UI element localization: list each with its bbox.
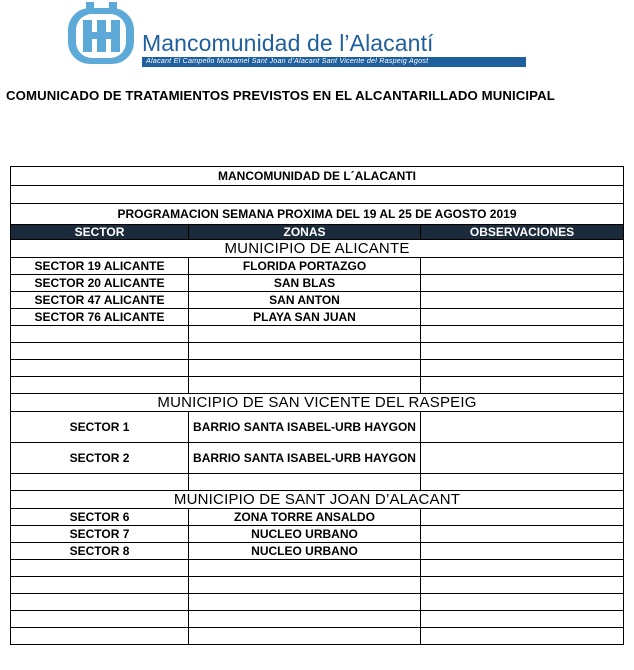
zona-cell: BARRIO SANTA ISABEL-URB HAYGON <box>189 412 421 443</box>
empty-row <box>11 611 624 628</box>
empty-row <box>11 628 624 645</box>
observaciones-cell <box>421 509 624 526</box>
header-row <box>11 225 624 240</box>
zona-cell: SAN ANTON <box>189 292 421 309</box>
empty-cell <box>421 577 624 594</box>
empty-cell <box>421 360 624 377</box>
zona-cell: FLORIDA PORTAZGO <box>189 258 421 275</box>
zona-cell: ZONA TORRE ANSALDO <box>189 509 421 526</box>
empty-cell <box>11 474 189 491</box>
observaciones-cell <box>421 443 624 474</box>
empty-cell <box>11 326 189 343</box>
empty-cell <box>11 577 189 594</box>
empty-row <box>11 360 624 377</box>
blank-row <box>11 186 624 204</box>
empty-cell <box>11 628 189 645</box>
empty-row <box>11 560 624 577</box>
observaciones-cell <box>421 258 624 275</box>
sector-cell: SECTOR 20 ALICANTE <box>11 275 189 292</box>
table-row <box>11 509 624 526</box>
treatment-schedule-table <box>10 166 624 645</box>
empty-cell <box>11 377 189 394</box>
empty-cell <box>421 326 624 343</box>
observaciones-cell <box>421 526 624 543</box>
table-row <box>11 309 624 326</box>
empty-cell <box>189 474 421 491</box>
empty-cell <box>421 377 624 394</box>
table-row <box>11 526 624 543</box>
observaciones-cell <box>421 292 624 309</box>
empty-cell <box>189 577 421 594</box>
empty-cell <box>189 377 421 394</box>
document-title: COMUNICADO DE TRATAMIENTOS PREVISTOS EN EL ALCANTARILLADO MUNICIPAL <box>6 88 555 103</box>
empty-cell <box>421 628 624 645</box>
org-title: MANCOMUNIDAD DE L´ALACANTI <box>11 167 624 186</box>
header-zonas: ZONAS <box>189 225 421 240</box>
zona-cell: SAN BLAS <box>189 275 421 292</box>
empty-row <box>11 343 624 360</box>
empty-cell <box>189 560 421 577</box>
empty-cell <box>421 474 624 491</box>
empty-row <box>11 377 624 394</box>
empty-row <box>11 577 624 594</box>
municipio-title: MUNICIPIO DE SANT JOAN D’ALACANT <box>11 491 624 509</box>
table-row <box>11 543 624 560</box>
sector-cell: SECTOR 19 ALICANTE <box>11 258 189 275</box>
sector-cell: SECTOR 8 <box>11 543 189 560</box>
empty-cell <box>11 611 189 628</box>
empty-cell <box>421 560 624 577</box>
empty-cell <box>189 594 421 611</box>
zona-cell: BARRIO SANTA ISABEL-URB HAYGON <box>189 443 421 474</box>
municipio-row <box>11 240 624 258</box>
observaciones-cell <box>421 275 624 292</box>
sector-cell: SECTOR 2 <box>11 443 189 474</box>
table-row <box>11 292 624 309</box>
mancomunidad-logo <box>66 2 536 70</box>
programacion-row <box>11 204 624 225</box>
empty-cell <box>421 594 624 611</box>
empty-cell <box>11 594 189 611</box>
empty-cell <box>11 560 189 577</box>
municipio-title: MUNICIPIO DE SAN VICENTE DEL RASPEIG <box>11 394 624 412</box>
municipio-title: MUNICIPIO DE ALICANTE <box>11 240 624 258</box>
header-observaciones: OBSERVACIONES <box>421 225 624 240</box>
empty-cell <box>189 326 421 343</box>
table-row <box>11 412 624 443</box>
observaciones-cell <box>421 543 624 560</box>
table-row <box>11 443 624 474</box>
sector-cell: SECTOR 1 <box>11 412 189 443</box>
zona-cell: NUCLEO URBANO <box>189 526 421 543</box>
observaciones-cell <box>421 412 624 443</box>
empty-cell <box>421 343 624 360</box>
empty-cell <box>189 360 421 377</box>
empty-cell <box>11 360 189 377</box>
observaciones-cell <box>421 309 624 326</box>
empty-cell <box>11 343 189 360</box>
logo-name: Mancomunidad de l’Alacantí <box>142 30 434 56</box>
sector-cell: SECTOR 47 ALICANTE <box>11 292 189 309</box>
empty-row <box>11 474 624 491</box>
table-row <box>11 275 624 292</box>
blank-cell <box>11 186 624 204</box>
header-sector: SECTOR <box>11 225 189 240</box>
programacion-title: PROGRAMACION SEMANA PROXIMA DEL 19 AL 25 DE AGOSTO 2019 <box>11 204 624 225</box>
sector-cell: SECTOR 6 <box>11 509 189 526</box>
sector-cell: SECTOR 76 ALICANTE <box>11 309 189 326</box>
zona-cell: NUCLEO URBANO <box>189 543 421 560</box>
mancomunidad-emblem-icon <box>66 2 138 68</box>
empty-cell <box>189 343 421 360</box>
municipio-row <box>11 394 624 412</box>
empty-cell <box>189 628 421 645</box>
empty-row <box>11 326 624 343</box>
empty-row <box>11 594 624 611</box>
org-row <box>11 167 624 186</box>
sector-cell: SECTOR 7 <box>11 526 189 543</box>
empty-cell <box>189 611 421 628</box>
zona-cell: PLAYA SAN JUAN <box>189 309 421 326</box>
table-row <box>11 258 624 275</box>
empty-cell <box>421 611 624 628</box>
logo-towns: Alacant El Campello Mutxamel Sant Joan d’Alacant Sant Vicente del Raspeig Agost <box>146 56 429 65</box>
municipio-row <box>11 491 624 509</box>
